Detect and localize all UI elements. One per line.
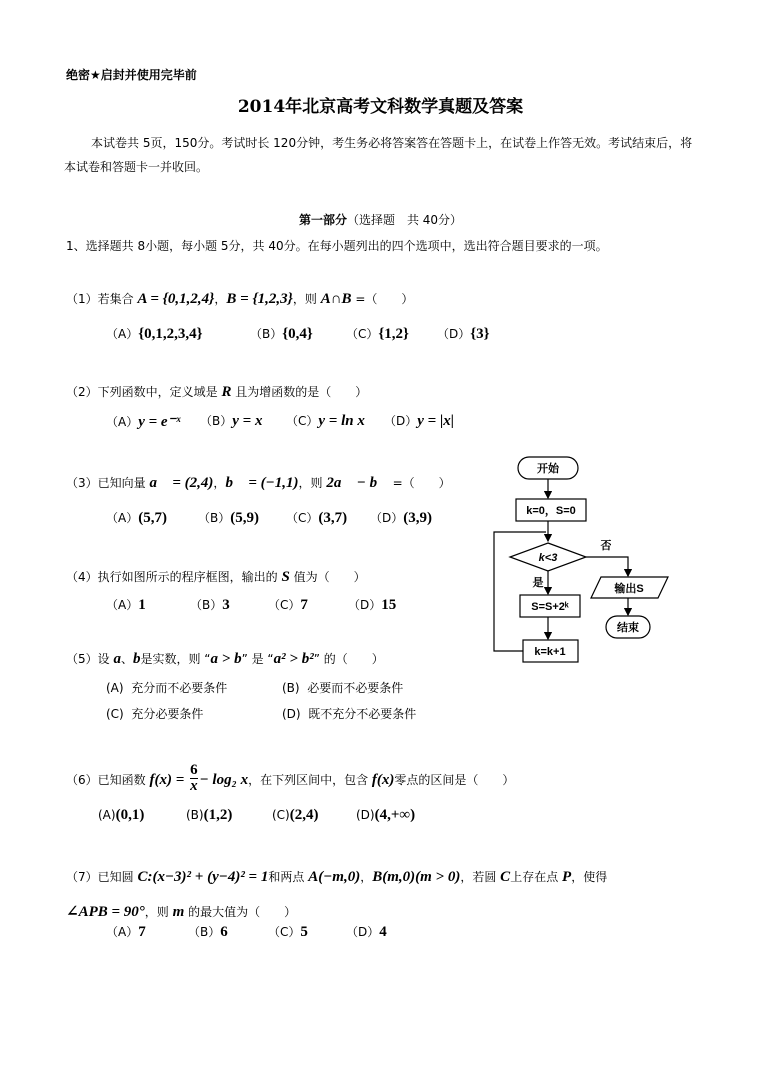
q1-option-d xyxy=(437,325,490,343)
q2-option-a xyxy=(106,412,181,431)
q4-blank: 值为（ ） xyxy=(289,570,366,584)
q1-intersection: A∩B xyxy=(320,291,352,307)
q7-option-c xyxy=(268,923,308,941)
option-value: 15 xyxy=(381,597,397,613)
q1-option-c xyxy=(346,325,409,343)
question-6 xyxy=(66,762,515,796)
q1-sep2: ，则 xyxy=(292,292,321,306)
confidential-notice: 绝密★启封并使用完毕前 xyxy=(66,68,197,82)
section-instruction: 1、选择题共 8小题，每小题 5分，共 40分。在每小题列出的四个选项中，选出符合题目要求的一项。 xyxy=(66,239,608,253)
q2-option-b xyxy=(200,412,262,430)
q5-option-b xyxy=(282,679,403,696)
q7-var-m: m xyxy=(172,904,185,920)
condition-label: k<3 xyxy=(538,552,558,564)
option-value: (5,9) xyxy=(230,510,259,526)
q5-option-c xyxy=(106,705,203,722)
q2-blank: 且为增函数的是（ ） xyxy=(231,385,368,399)
option-value: 必要而不必要条件 xyxy=(307,681,404,695)
part-heading xyxy=(0,211,761,228)
option-label: （D） xyxy=(346,925,380,939)
option-label: （C） xyxy=(268,598,301,612)
option-value: (3,7) xyxy=(318,510,348,526)
option-value: {0,4} xyxy=(282,326,313,342)
question-4 xyxy=(66,568,366,586)
q5-stem: （5）设 xyxy=(66,652,114,666)
option-value: 6 xyxy=(220,924,228,940)
option-value: 3 xyxy=(222,597,230,613)
q4-option-d xyxy=(348,596,396,614)
q4-option-b xyxy=(190,596,230,614)
q7-sep6: ，则 xyxy=(144,905,173,919)
update-k-label: k=k+1 xyxy=(534,646,566,658)
program-flowchart xyxy=(488,455,688,675)
option-value: (2,4) xyxy=(289,807,319,823)
option-value: y = ln x xyxy=(318,413,365,429)
q7-sep3: ，若圆 xyxy=(460,870,501,884)
start-label: 开始 xyxy=(537,463,559,475)
q7-sep2: ， xyxy=(360,870,373,884)
init-label: k=0，S=0 xyxy=(526,505,576,517)
option-value: (4,+∞) xyxy=(374,807,416,823)
q1-stem: （1）若集合 xyxy=(66,292,138,306)
option-label: (A) xyxy=(106,681,124,695)
no-label: 否 xyxy=(600,540,612,552)
q6-fx: f(x) xyxy=(371,772,395,788)
option-value: {3} xyxy=(470,326,490,342)
option-label: （A） xyxy=(106,327,139,341)
q3-option-c xyxy=(286,509,347,527)
q7-point-a: A(−m,0) xyxy=(308,869,361,885)
q5-var-b: b xyxy=(132,651,141,667)
loop-back-line xyxy=(494,532,546,651)
q2-option-c xyxy=(286,412,365,430)
q7-point-b: B(m,0)(m > 0) xyxy=(372,869,461,885)
q5-option-d xyxy=(282,705,416,722)
q6-fraction xyxy=(190,763,198,794)
q3-expression: 2a⃗ − b⃗ xyxy=(326,475,389,491)
q7-circle-c: C xyxy=(500,869,511,885)
q2-domain: R xyxy=(221,384,232,400)
q7-option-a xyxy=(106,923,146,941)
option-value: {0,1,2,3,4} xyxy=(138,326,203,342)
q1-option-a xyxy=(106,325,203,343)
option-value: 7 xyxy=(300,597,308,613)
q5-sep3: ” 是 “ xyxy=(241,652,274,666)
option-value: 既不充分不必要条件 xyxy=(308,707,417,721)
option-value: {1,2} xyxy=(378,326,409,342)
q1-blank: =（ ） xyxy=(351,292,414,306)
question-7-line2 xyxy=(66,902,296,921)
option-label: （D） xyxy=(370,511,404,525)
q3-option-b xyxy=(198,509,259,527)
option-value: (1,2) xyxy=(203,807,233,823)
option-label: （B） xyxy=(250,327,283,341)
q3-sep2: ，则 xyxy=(298,476,327,490)
option-label: （B） xyxy=(190,598,223,612)
output-label: 输出S xyxy=(614,583,644,595)
q6-sep: ，在下列区间中，包含 xyxy=(248,773,372,787)
q6-stem: （6）已知函数 xyxy=(66,773,150,787)
q1-option-b xyxy=(250,325,313,343)
option-value: 充分而不必要条件 xyxy=(131,681,228,695)
q5-cond-1: a > b xyxy=(210,651,242,667)
question-7 xyxy=(66,868,607,886)
option-label: (D) xyxy=(356,808,375,822)
option-value: 7 xyxy=(138,924,146,940)
question-5 xyxy=(66,650,384,668)
option-label: （A） xyxy=(106,415,139,429)
q4-option-c xyxy=(268,596,308,614)
q3-option-d xyxy=(370,509,432,527)
fraction-numerator: 6 xyxy=(190,762,198,778)
q7-sep: 和两点 xyxy=(268,870,309,884)
q7-stem: （7）已知圆 xyxy=(66,870,138,884)
option-value: (3,9) xyxy=(403,510,432,526)
q5-blank: ” 的（ ） xyxy=(313,652,384,666)
option-label: (B) xyxy=(186,808,204,822)
q6-function: f(x) = xyxy=(149,772,185,788)
option-value: 1 xyxy=(138,597,146,613)
q7-point-p: P xyxy=(562,869,572,885)
q6-option-d xyxy=(356,807,415,824)
page-title: 2014年北京高考文科数学真题及答案 xyxy=(237,97,524,117)
q1-set-b: B = {1,2,3} xyxy=(226,291,293,307)
option-value: 4 xyxy=(379,924,387,940)
option-value: y = e⁻ˣ xyxy=(138,414,181,430)
option-label: (B) xyxy=(282,681,300,695)
q4-stem: （4）执行如图所示的程序框图，输出的 xyxy=(66,570,282,584)
q3-sep: ， xyxy=(213,476,226,490)
q3-blank: =（ ） xyxy=(388,476,451,490)
q6-option-b xyxy=(186,807,232,824)
no-branch-line xyxy=(586,557,628,576)
q2-stem: （2）下列函数中，定义域是 xyxy=(66,385,222,399)
option-value: 充分必要条件 xyxy=(131,707,204,721)
q4-option-a xyxy=(106,596,146,614)
end-label: 结束 xyxy=(617,622,639,634)
q6-option-c xyxy=(272,807,319,824)
q6-blank: 零点的区间是（ ） xyxy=(394,773,515,787)
option-label: (D) xyxy=(282,707,301,721)
q1-sep: ， xyxy=(214,292,227,306)
q7-blank: 的最大值为（ ） xyxy=(184,905,297,919)
question-3 xyxy=(66,474,451,492)
q7-sep5: ，使得 xyxy=(571,870,608,884)
option-label: （D） xyxy=(437,327,471,341)
option-value: (0,1) xyxy=(115,807,145,823)
q5-var-a: a xyxy=(113,651,121,667)
q5-cond-2: a² > b² xyxy=(273,651,314,667)
option-label: （C） xyxy=(346,327,379,341)
q6-log-term: − log₂ x xyxy=(199,772,249,788)
q7-angle: ∠APB = 90° xyxy=(66,904,145,920)
option-value: (5,7) xyxy=(138,510,167,526)
option-label: （B） xyxy=(200,414,233,428)
question-2 xyxy=(66,383,367,401)
option-label: （A） xyxy=(106,511,139,525)
option-label: （A） xyxy=(106,598,139,612)
yes-label: 是 xyxy=(532,577,544,589)
option-label: （B） xyxy=(198,511,231,525)
q1-set-a: A = {0,1,2,4} xyxy=(137,291,215,307)
q5-sep2: 是实数，则 “ xyxy=(140,652,211,666)
option-label: （B） xyxy=(188,925,221,939)
exam-instructions: 本试卷共 5页，150分。考试时长 120分钟，考生务必将答案答在答题卡上，在试卷上作答无效。考试结束后，将本试卷和答题卡一并收回。 xyxy=(64,136,693,174)
q7-option-d xyxy=(346,923,387,941)
option-label: (C) xyxy=(272,808,290,822)
q2-option-d xyxy=(384,412,454,430)
option-value: y = |x| xyxy=(417,413,455,429)
option-label: （A） xyxy=(106,925,139,939)
fraction-denominator: x xyxy=(190,778,198,794)
option-label: （C） xyxy=(268,925,301,939)
update-s-label: S=S+2ᵏ xyxy=(531,601,569,613)
q7-sep4: 上存在点 xyxy=(510,870,563,884)
option-value: y = x xyxy=(232,413,263,429)
option-label: （D） xyxy=(384,414,418,428)
q4-variable-s: S xyxy=(281,569,290,585)
q7-circle: C:(x−3)² + (y−4)² = 1 xyxy=(137,869,269,885)
part-subtitle: （选择题 共 40分） xyxy=(346,213,463,227)
option-label: (A) xyxy=(98,808,116,822)
option-label: （D） xyxy=(348,598,382,612)
q5-sep: 、 xyxy=(120,652,133,666)
question-1 xyxy=(66,290,413,308)
option-label: （C） xyxy=(286,414,319,428)
q6-option-a xyxy=(98,807,144,824)
q3-vector-a: a⃗ = (2,4) xyxy=(149,475,214,491)
q7-option-b xyxy=(188,923,228,941)
q3-stem: （3）已知向量 xyxy=(66,476,150,490)
q3-option-a xyxy=(106,509,167,527)
q3-vector-b: b⃗ = (−1,1) xyxy=(225,475,299,491)
option-label: （C） xyxy=(286,511,319,525)
option-label: (C) xyxy=(106,707,124,721)
option-value: 5 xyxy=(300,924,308,940)
part-title: 第一部分 xyxy=(298,213,347,227)
q5-option-a xyxy=(106,679,227,696)
